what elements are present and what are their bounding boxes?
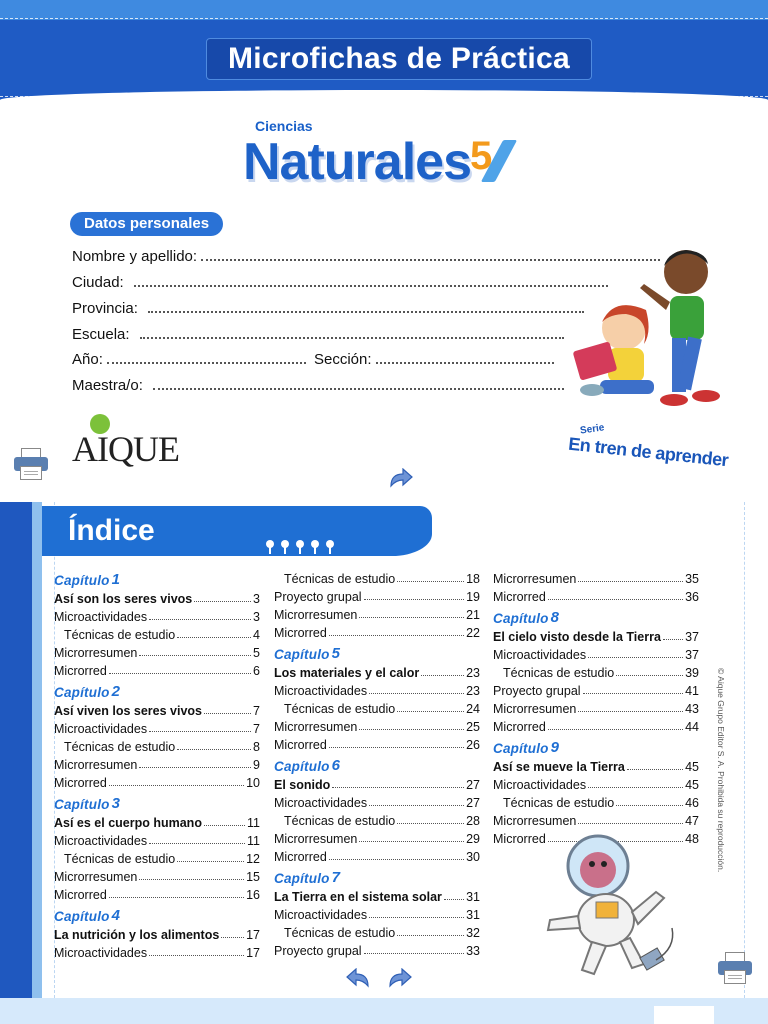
- toc-page-number: 48: [685, 832, 699, 846]
- toc-row[interactable]: [54, 772, 260, 790]
- toc-page-number: 18: [466, 572, 480, 586]
- toc-chapter-heading: [54, 904, 260, 924]
- toc-page-number: 27: [466, 796, 480, 810]
- cover-page: [0, 0, 768, 502]
- grade-number: 5: [470, 134, 493, 178]
- toc-dot-leader: [204, 713, 251, 714]
- toc-dot-leader: [663, 639, 683, 640]
- toc-entry-title: Microrresumen: [54, 870, 138, 884]
- toc-page-number: 37: [685, 648, 699, 662]
- toc-chapter-title-row[interactable]: [54, 924, 260, 942]
- toc-page-number: 45: [685, 760, 699, 774]
- toc-chapter-heading: [274, 642, 480, 662]
- toc-dot-leader: [369, 917, 464, 918]
- toc-page-number: 24: [466, 702, 480, 716]
- toc-entry-title: Microrred: [274, 626, 327, 640]
- toc-page-number: 10: [246, 776, 260, 790]
- toc-row[interactable]: [54, 718, 260, 736]
- toc-chapter-title-row[interactable]: [493, 626, 699, 644]
- toc-row[interactable]: [274, 604, 480, 622]
- toc-row[interactable]: [274, 810, 480, 828]
- toc-dot-leader: [329, 859, 464, 860]
- toc-entry-title: Técnicas de estudio: [64, 852, 176, 866]
- toc-column-2: [274, 568, 480, 958]
- toc-row[interactable]: [493, 586, 699, 604]
- toc-row[interactable]: [493, 810, 699, 828]
- toc-dot-leader: [548, 599, 683, 600]
- subject-big-title: Naturales: [243, 133, 471, 191]
- toc-chapter-number: 3: [111, 795, 121, 812]
- toc-dot-leader: [109, 785, 244, 786]
- toc-chapter-word: Capítulo: [54, 573, 110, 588]
- form-field-anio[interactable]: [107, 362, 306, 364]
- toc-chapter-title-row[interactable]: [274, 662, 480, 680]
- arrow-back-icon[interactable]: [345, 968, 371, 990]
- toc-chapter-number: 4: [111, 907, 121, 924]
- toc-entry-title: Microactividades: [54, 610, 148, 624]
- toc-row[interactable]: [493, 698, 699, 716]
- toc-dot-leader: [139, 879, 244, 880]
- form-field-maestra[interactable]: [153, 388, 564, 390]
- toc-dot-leader: [139, 655, 251, 656]
- toc-chapter-word: Capítulo: [493, 741, 549, 756]
- form-field-provincia[interactable]: [148, 311, 584, 313]
- toc-page-number: 33: [466, 944, 480, 958]
- toc-dot-leader: [627, 769, 683, 770]
- toc-entry-title: Microactividades: [54, 722, 148, 736]
- toc-row[interactable]: [54, 866, 260, 884]
- toc-row[interactable]: [274, 622, 480, 640]
- toc-row[interactable]: [54, 736, 260, 754]
- toc-row[interactable]: [54, 942, 260, 960]
- form-row-provincia: [72, 300, 584, 317]
- toc-page-number: 17: [246, 928, 260, 942]
- serie-name: En tren de aprender: [567, 433, 730, 471]
- toc-entry-title: Técnicas de estudio: [284, 572, 396, 586]
- toc-entry-title: Microrred: [493, 720, 546, 734]
- toc-chapter-heading: [274, 866, 480, 886]
- bead-decoration: [311, 540, 319, 548]
- printer-icon[interactable]: [716, 950, 754, 986]
- toc-entry-title: Microrresumen: [274, 832, 358, 846]
- toc-page-number: 4: [253, 628, 260, 642]
- form-field-escuela[interactable]: [140, 337, 564, 339]
- toc-entry-title: Así se mueve la Tierra: [493, 760, 625, 774]
- toc-dot-leader: [109, 673, 251, 674]
- toc-chapter-heading: [274, 754, 480, 774]
- toc-entry-title: Microrresumen: [274, 608, 358, 622]
- toc-dot-leader: [149, 843, 245, 844]
- form-field-ciudad[interactable]: [134, 285, 608, 287]
- toc-row[interactable]: [493, 792, 699, 810]
- toc-page-number: 23: [466, 684, 480, 698]
- toc-page-number: 5: [253, 646, 260, 660]
- toc-dot-leader: [364, 599, 465, 600]
- toc-dot-leader: [578, 711, 683, 712]
- toc-dot-leader: [177, 861, 244, 862]
- toc-page-number: 12: [246, 852, 260, 866]
- toc-dot-leader: [329, 635, 464, 636]
- toc-page-number: 31: [466, 908, 480, 922]
- toc-page-number: 31: [466, 890, 480, 904]
- toc-entry-title: Microrred: [493, 590, 546, 604]
- toc-dot-leader: [588, 787, 683, 788]
- toc-entry-title: Técnicas de estudio: [284, 814, 396, 828]
- toc-row[interactable]: [274, 680, 480, 698]
- toc-entry-title: Microrred: [493, 832, 546, 846]
- toc-row[interactable]: [54, 624, 260, 642]
- toc-entry-title: El cielo visto desde la Tierra: [493, 630, 661, 644]
- toc-entry-title: Microrresumen: [54, 646, 138, 660]
- toc-row[interactable]: [493, 568, 699, 586]
- toc-dot-leader: [588, 657, 683, 658]
- toc-page-number: 45: [685, 778, 699, 792]
- bead-decoration: [326, 540, 334, 548]
- toc-dot-leader: [177, 637, 251, 638]
- serie-label: Serie: [579, 422, 606, 437]
- toc-chapter-heading: [54, 680, 260, 700]
- toc-chapter-word: Capítulo: [274, 871, 330, 886]
- toc-page-number: 21: [466, 608, 480, 622]
- toc-chapter-heading: [54, 568, 260, 588]
- cover-title: Microfichas de Práctica: [206, 38, 592, 80]
- toc-chapter-title-row[interactable]: [54, 700, 260, 718]
- toc-entry-title: Microactividades: [493, 778, 587, 792]
- toc-chapter-word: Capítulo: [54, 685, 110, 700]
- toc-row[interactable]: [274, 922, 480, 940]
- toc-page-number: 43: [685, 702, 699, 716]
- toc-page-number: 47: [685, 814, 699, 828]
- toc-entry-title: La nutrición y los alimentos: [54, 928, 220, 942]
- subject-small-title: Ciencias: [255, 118, 313, 134]
- toc-entry-title: Microactividades: [274, 796, 368, 810]
- toc-row[interactable]: [274, 940, 480, 958]
- toc-entry-title: Proyecto grupal: [274, 590, 362, 604]
- toc-dot-leader: [364, 953, 465, 954]
- toc-row[interactable]: [54, 606, 260, 624]
- form-row-maestra: [72, 377, 564, 394]
- toc-chapter-word: Capítulo: [274, 759, 330, 774]
- toc-dot-leader: [369, 805, 464, 806]
- toc-row[interactable]: [274, 586, 480, 604]
- copyright-text: © Aique Grupo Editor S. A. Prohibida su reproducción.: [716, 668, 726, 873]
- form-label-anio: Año:: [72, 351, 103, 368]
- toc-dot-leader: [397, 711, 464, 712]
- toc-page-number: 27: [466, 778, 480, 792]
- toc-page-number: 3: [253, 592, 260, 606]
- toc-row[interactable]: [493, 680, 699, 698]
- toc-row[interactable]: [274, 792, 480, 810]
- toc-row[interactable]: [274, 828, 480, 846]
- toc-page-number: 30: [466, 850, 480, 864]
- kids-reading-illustration: [566, 240, 726, 415]
- toc-row[interactable]: [54, 884, 260, 902]
- toc-entry-title: Los materiales y el calor: [274, 666, 420, 680]
- form-row-anio: [72, 351, 306, 368]
- toc-row[interactable]: [54, 642, 260, 660]
- toc-page-number: 29: [466, 832, 480, 846]
- form-label-maestra: Maestra/o:: [72, 377, 143, 394]
- toc-row[interactable]: [54, 754, 260, 772]
- bead-decoration: [266, 540, 274, 548]
- toc-page-number: 6: [253, 664, 260, 678]
- toc-chapter-number: 9: [550, 739, 560, 756]
- toc-page-number: 41: [685, 684, 699, 698]
- toc-dot-leader: [616, 805, 683, 806]
- toc-chapter-word: Capítulo: [54, 797, 110, 812]
- toc-entry-title: Microrred: [274, 738, 327, 752]
- toc-entry-title: Técnicas de estudio: [503, 796, 615, 810]
- toc-entry-title: Microrred: [54, 664, 107, 678]
- toc-page-number: 22: [466, 626, 480, 640]
- toc-entry-title: Así viven los seres vivos: [54, 704, 203, 718]
- printer-icon[interactable]: [12, 446, 50, 482]
- toc-dot-leader: [578, 581, 683, 582]
- toc-dot-leader: [139, 767, 251, 768]
- toc-entry-title: Microrresumen: [493, 572, 577, 586]
- form-label-seccion: Sección:: [314, 351, 372, 368]
- toc-dot-leader: [359, 729, 464, 730]
- index-bottom-band: [0, 998, 768, 1024]
- toc-chapter-word: Capítulo: [493, 611, 549, 626]
- toc-page-number: 35: [685, 572, 699, 586]
- toc-column-3: [493, 568, 699, 846]
- toc-entry-title: El sonido: [274, 778, 331, 792]
- toc-chapter-number: 5: [331, 645, 341, 662]
- toc-dot-leader: [548, 729, 683, 730]
- toc-chapter-title-row[interactable]: [54, 588, 260, 606]
- toc-page-number: 19: [466, 590, 480, 604]
- toc-entry-title: Microrresumen: [493, 702, 577, 716]
- toc-chapter-number: 1: [111, 571, 121, 588]
- toc-entry-title: Microactividades: [274, 684, 368, 698]
- toc-entry-title: Microrresumen: [493, 814, 577, 828]
- toc-chapter-number: 8: [550, 609, 560, 626]
- toc-entry-title: Microactividades: [493, 648, 587, 662]
- form-row-escuela: [72, 326, 564, 343]
- cover-dash-line-top: [0, 18, 768, 19]
- toc-row[interactable]: [274, 846, 480, 864]
- toc-dot-leader: [397, 581, 464, 582]
- toc-entry-title: Microrresumen: [54, 758, 138, 772]
- toc-page-number: 44: [685, 720, 699, 734]
- toc-page-number: 37: [685, 630, 699, 644]
- toc-entry-title: Técnicas de estudio: [64, 628, 176, 642]
- toc-entry-title: La Tierra en el sistema solar: [274, 890, 442, 904]
- toc-row[interactable]: [493, 662, 699, 680]
- form-row-seccion: [314, 351, 554, 368]
- toc-page-number: 23: [466, 666, 480, 680]
- toc-entry-title: Microrred: [54, 776, 107, 790]
- toc-row[interactable]: [274, 734, 480, 752]
- toc-dot-leader: [616, 675, 683, 676]
- toc-row[interactable]: [493, 716, 699, 734]
- toc-dot-leader: [421, 675, 464, 676]
- toc-chapter-number: 6: [331, 757, 341, 774]
- toc-entry-title: Microactividades: [274, 908, 368, 922]
- toc-dot-leader: [149, 619, 251, 620]
- bead-decoration: [281, 540, 289, 548]
- form-label-nombre: Nombre y apellido:: [72, 248, 198, 265]
- toc-entry-title: Técnicas de estudio: [284, 702, 396, 716]
- arrow-forward-icon[interactable]: [388, 468, 414, 490]
- toc-page-number: 11: [247, 834, 260, 848]
- toc-entry-title: Microactividades: [54, 946, 148, 960]
- toc-page-number: 28: [466, 814, 480, 828]
- toc-row[interactable]: [54, 830, 260, 848]
- toc-dot-leader: [583, 693, 684, 694]
- toc-page-number: 16: [246, 888, 260, 902]
- toc-entry-title: Así es el cuerpo humano: [54, 816, 202, 830]
- toc-row[interactable]: [493, 774, 699, 792]
- toc-entry-title: Microrred: [54, 888, 107, 902]
- toc-dot-leader: [194, 601, 251, 602]
- toc-page-number: 15: [246, 870, 260, 884]
- toc-page-number: 26: [466, 738, 480, 752]
- arrow-forward-icon[interactable]: [387, 968, 413, 990]
- toc-chapter-heading: [493, 736, 699, 756]
- toc-column-1: [54, 568, 260, 960]
- copyright-vertical: [712, 668, 728, 873]
- toc-dot-leader: [177, 749, 251, 750]
- toc-chapter-word: Capítulo: [274, 647, 330, 662]
- toc-dot-leader: [397, 823, 464, 824]
- toc-chapter-title-row[interactable]: [274, 774, 480, 792]
- toc-page-number: 7: [253, 704, 260, 718]
- bead-decoration: [296, 540, 304, 548]
- toc-chapter-number: 7: [331, 869, 341, 886]
- form-label-ciudad: Ciudad:: [72, 274, 124, 291]
- publisher-logo: AIQUE: [72, 429, 179, 469]
- toc-page-number: 36: [685, 590, 699, 604]
- toc-dot-leader: [221, 937, 244, 938]
- toc-page-number: 7: [253, 722, 260, 736]
- toc-row[interactable]: [493, 644, 699, 662]
- toc-entry-title: Proyecto grupal: [493, 684, 581, 698]
- toc-entry-title: Técnicas de estudio: [503, 666, 615, 680]
- toc-chapter-word: Capítulo: [54, 909, 110, 924]
- form-label-provincia: Provincia:: [72, 300, 138, 317]
- toc-page-number: 46: [685, 796, 699, 810]
- index-page: [0, 502, 768, 1024]
- toc-entry-title: Microrred: [274, 850, 327, 864]
- index-dash-line-right: [744, 502, 745, 998]
- toc-page-number: 3: [253, 610, 260, 624]
- toc-row[interactable]: [274, 716, 480, 734]
- toc-dot-leader: [109, 897, 244, 898]
- toc-row[interactable]: [274, 698, 480, 716]
- toc-dot-leader: [359, 841, 464, 842]
- toc-row[interactable]: [54, 660, 260, 678]
- cover-dash-line-bottom: [0, 96, 768, 97]
- toc-dot-leader: [444, 899, 464, 900]
- toc-chapter-title-row[interactable]: [274, 886, 480, 904]
- toc-page-number: 17: [246, 946, 260, 960]
- index-title: Índice: [68, 514, 155, 547]
- form-row-ciudad: [72, 274, 608, 291]
- toc-page-number: 32: [466, 926, 480, 940]
- toc-dot-leader: [329, 747, 464, 748]
- toc-chapter-title-row[interactable]: [54, 812, 260, 830]
- toc-row[interactable]: [274, 568, 480, 586]
- toc-page-number: 9: [253, 758, 260, 772]
- toc-page-number: 11: [247, 816, 260, 830]
- form-label-escuela: Escuela:: [72, 326, 130, 343]
- toc-entry-title: Proyecto grupal: [274, 944, 362, 958]
- form-field-seccion[interactable]: [376, 362, 554, 364]
- toc-dot-leader: [332, 787, 464, 788]
- toc-page-number: 39: [685, 666, 699, 680]
- toc-dot-leader: [397, 935, 464, 936]
- toc-dot-leader: [149, 955, 244, 956]
- toc-dot-leader: [204, 825, 245, 826]
- toc-dot-leader: [578, 823, 683, 824]
- toc-chapter-number: 2: [111, 683, 121, 700]
- toc-entry-title: Técnicas de estudio: [64, 740, 176, 754]
- toc-entry-title: Microrresumen: [274, 720, 358, 734]
- toc-page-number: 25: [466, 720, 480, 734]
- astronaut-illustration: [536, 828, 686, 988]
- toc-chapter-heading: [493, 606, 699, 626]
- toc-chapter-title-row[interactable]: [493, 756, 699, 774]
- toc-entry-title: Microactividades: [54, 834, 148, 848]
- toc-entry-title: Así son los seres vivos: [54, 592, 193, 606]
- toc-dot-leader: [359, 617, 464, 618]
- toc-dot-leader: [149, 731, 251, 732]
- toc-entry-title: Técnicas de estudio: [284, 926, 396, 940]
- toc-dot-leader: [369, 693, 464, 694]
- toc-row[interactable]: [54, 848, 260, 866]
- toc-chapter-heading: [54, 792, 260, 812]
- datos-personales-badge: Datos personales: [70, 212, 223, 236]
- toc-row[interactable]: [274, 904, 480, 922]
- toc-page-number: 8: [253, 740, 260, 754]
